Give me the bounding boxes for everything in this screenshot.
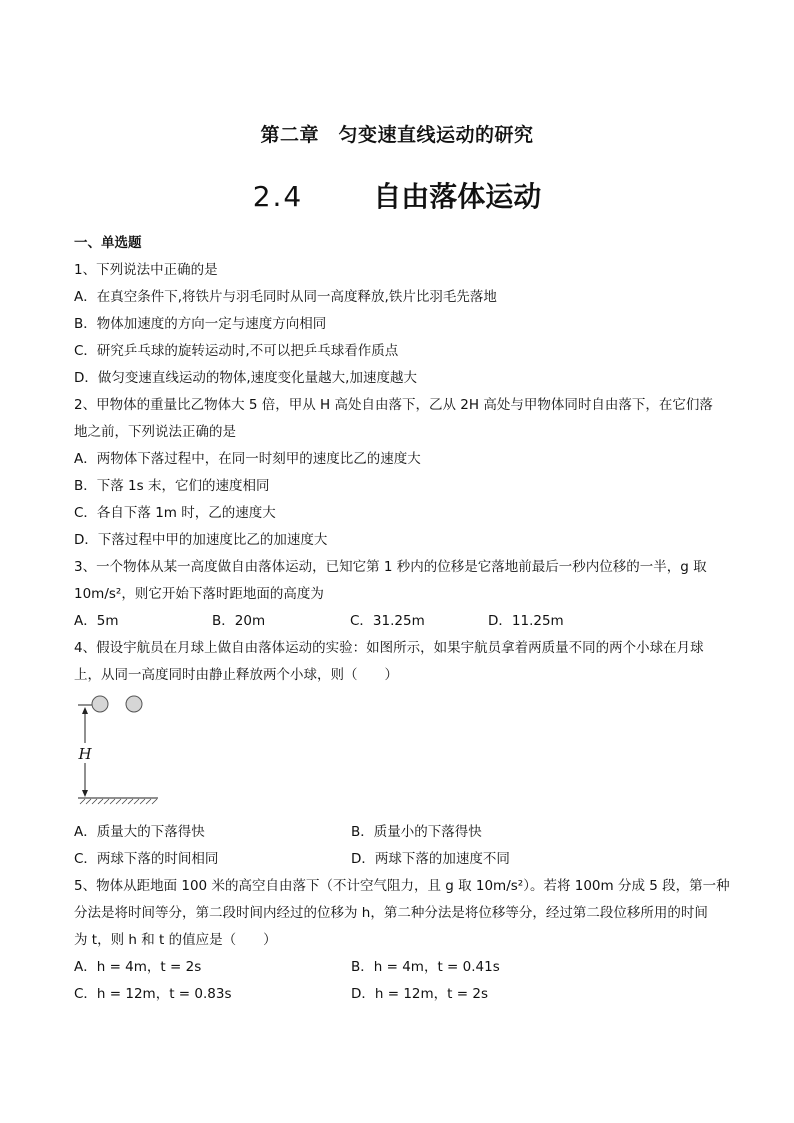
q4-stem-line1: 4、假设宇航员在月球上做自由落体运动的实验：如图所示，如果宇航员拿着两质量不同的两个小球在月球 <box>74 640 704 656</box>
q4-options-row2 <box>74 846 724 873</box>
q4-stem-line2: 上，从同一高度同时由静止释放两个小球，则（ ） <box>74 667 398 683</box>
q1-option-d: D．做匀变速直线运动的物体,速度变化量越大,加速度越大 <box>74 370 417 386</box>
q5-options-row2 <box>74 981 724 1008</box>
height-arrow-up <box>82 707 88 714</box>
q1-option-c: C．研究乒乓球的旋转运动时,不可以把乒乓球看作质点 <box>74 343 399 359</box>
q3-stem-line1: 3、一个物体从某一高度做自由落体运动，已知它第 1 秒内的位移是它落地前最后一秒内位移的一半，g 取 <box>74 559 707 575</box>
falling-balls-diagram <box>74 689 194 819</box>
section-title <box>0 175 794 215</box>
q5-option-c: C．h = 12m，t = 0.83s <box>74 986 232 1002</box>
q2-option-b: B．下落 1s 末，它们的速度相同 <box>74 478 270 494</box>
ground-hatching <box>80 799 157 804</box>
height-label: H <box>78 745 92 763</box>
q4-option-d: D．两球下落的加速度不同 <box>351 851 510 867</box>
q1-option-a: A．在真空条件下,将铁片与羽毛同时从同一高度释放,铁片比羽毛先落地 <box>74 289 497 305</box>
question-list <box>74 230 730 1008</box>
q5-option-a: A．h = 4m，t = 2s <box>74 959 202 975</box>
q2-stem-line2: 地之前，下列说法正确的是 <box>74 424 236 440</box>
q4-option-b: B．质量小的下落得快 <box>351 824 482 840</box>
q3-option-a: A．5m <box>74 613 119 629</box>
q5-stem-line3: 为 t，则 h 和 t 的值应是（ ） <box>74 932 277 948</box>
q5-options-row1 <box>74 954 724 981</box>
q3-option-c: C．31.25m <box>350 613 425 629</box>
q2-option-a: A．两物体下落过程中，在同一时刻甲的速度比乙的速度大 <box>74 451 421 467</box>
section-number: 2.4 <box>252 180 304 213</box>
q4-option-c: C．两球下落的时间相同 <box>74 851 219 867</box>
q5-option-b: B．h = 4m，t = 0.41s <box>351 959 500 975</box>
q5-option-d: D．h = 12m，t = 2s <box>351 986 488 1002</box>
q4-figure <box>74 689 724 819</box>
section-label: 一、单选题 <box>74 235 142 251</box>
q1-option-b: B．物体加速度的方向一定与速度方向相同 <box>74 316 327 332</box>
q1-stem: 1、下列说法中正确的是 <box>74 262 218 278</box>
q2-option-c: C．各自下落 1m 时，乙的速度大 <box>74 505 276 521</box>
q3-options <box>74 608 724 635</box>
q3-option-b: B．20m <box>212 613 266 629</box>
ball-left <box>92 696 108 712</box>
q3-option-d: D．11.25m <box>488 613 564 629</box>
chapter-heading: 第二章 匀变速直线运动的研究 <box>260 124 534 146</box>
q5-stem-line2: 分法是将时间等分，第二段时间内经过的位移为 h，第二种分法是将位移等分，经过第二段位移所用的时间 <box>74 905 708 921</box>
q4-options-row1 <box>74 819 724 846</box>
q2-option-d: D．下落过程中甲的加速度比乙的加速度大 <box>74 532 328 548</box>
q5-stem-line1: 5、物体从距地面 100 米的高空自由落下（不计空气阻力，且 g 取 10m/s²）。若将 100m 分成 5 段，第一种 <box>74 878 730 894</box>
q4-option-a: A．质量大的下落得快 <box>74 824 205 840</box>
q2-stem-line1: 2、甲物体的重量比乙物体大 5 倍，甲从 H 高处自由落下，乙从 2H 高处与甲物体同时自由落下，在它们落 <box>74 397 713 413</box>
section-name: 自由落体运动 <box>373 180 542 213</box>
ball-right <box>126 696 142 712</box>
height-arrow-down <box>82 790 88 797</box>
q3-stem-line2: 10m/s²，则它开始下落时距地面的高度为 <box>74 586 324 602</box>
